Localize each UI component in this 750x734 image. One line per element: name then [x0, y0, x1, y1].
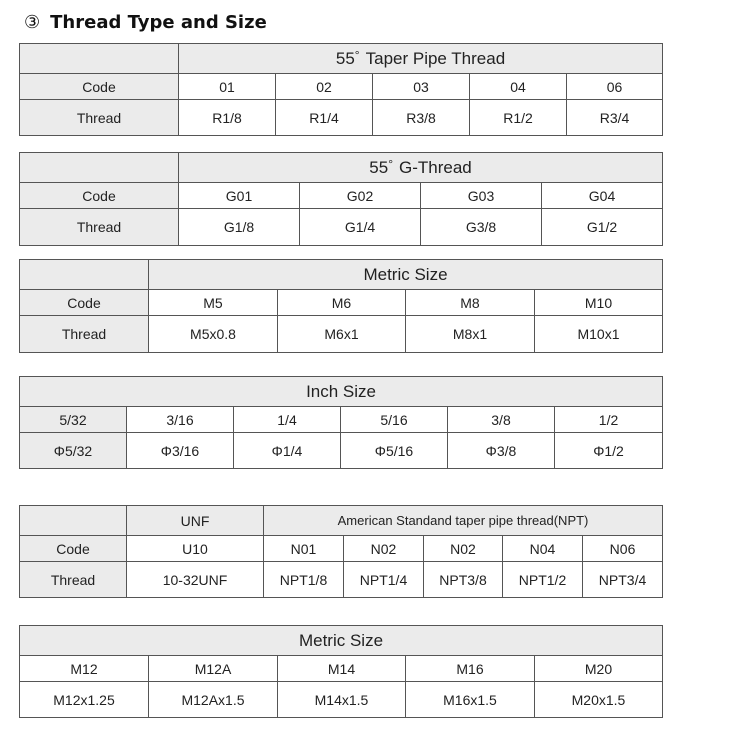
section-title-text: Thread Type and Size: [50, 11, 267, 33]
row-label-thread: Thread: [20, 316, 149, 353]
code-cell: N04: [503, 536, 583, 562]
thread-cell: NPT3/8: [424, 562, 503, 598]
row-label-code: Code: [20, 183, 179, 209]
code-cell: M12A: [149, 656, 278, 682]
degree-symbol: °: [388, 156, 394, 171]
degree-symbol: °: [354, 47, 360, 62]
thread-cell: M12Ax1.5: [149, 682, 278, 718]
metric-size-table: [19, 259, 663, 353]
diameter-cell: Φ3/16: [127, 433, 234, 469]
thread-cell: 10-32UNF: [127, 562, 264, 598]
thread-cell: M8x1: [406, 316, 535, 353]
thread-cell: M5x0.8: [149, 316, 278, 353]
npt-header: American Standand taper pipe thread(NPT): [264, 506, 663, 536]
code-cell: N01: [264, 536, 344, 562]
thread-cell: G1/4: [300, 209, 421, 246]
thread-cell: G1/2: [542, 209, 663, 246]
thread-cell: R1/2: [470, 100, 567, 136]
size-cell: 1/4: [234, 407, 341, 433]
code-cell: N06: [583, 536, 663, 562]
diameter-cell: Φ5/16: [341, 433, 448, 469]
thread-cell: M10x1: [535, 316, 663, 353]
thread-cell: M16x1.5: [406, 682, 535, 718]
section-title: [24, 8, 267, 36]
code-cell: U10: [127, 536, 264, 562]
thread-cell: G1/8: [179, 209, 300, 246]
diameter-cell: Φ1/4: [234, 433, 341, 469]
size-cell: 5/32: [20, 407, 127, 433]
size-cell: 3/8: [448, 407, 555, 433]
code-cell: G04: [542, 183, 663, 209]
diameter-cell: Φ5/32: [20, 433, 127, 469]
code-cell: N02: [344, 536, 424, 562]
thread-cell: G3/8: [421, 209, 542, 246]
table-header: Inch Size: [20, 377, 663, 407]
thread-cell: NPT1/4: [344, 562, 424, 598]
row-label-thread: Thread: [20, 209, 179, 246]
thread-cell: R1/8: [179, 100, 276, 136]
diameter-cell: Φ1/2: [555, 433, 663, 469]
code-cell: M16: [406, 656, 535, 682]
table-header: [179, 44, 663, 74]
code-cell: 06: [567, 74, 663, 100]
size-cell: 3/16: [127, 407, 234, 433]
code-cell: 02: [276, 74, 373, 100]
code-cell: 01: [179, 74, 276, 100]
code-cell: M10: [535, 290, 663, 316]
thread-cell: NPT3/4: [583, 562, 663, 598]
g-thread-table: [19, 152, 663, 246]
code-cell: M5: [149, 290, 278, 316]
table-header: Metric Size: [149, 260, 663, 290]
thread-cell: R1/4: [276, 100, 373, 136]
thread-cell: NPT1/8: [264, 562, 344, 598]
row-label-thread: Thread: [20, 100, 179, 136]
unf-header: UNF: [127, 506, 264, 536]
table-corner: [20, 44, 179, 74]
taper-pipe-thread-table: [19, 43, 663, 136]
code-cell: M6: [278, 290, 406, 316]
inch-size-table: [19, 376, 663, 469]
table-header: [179, 153, 663, 183]
header-text: G-Thread: [399, 157, 472, 177]
header-number: 55: [335, 48, 355, 68]
thread-cell: M20x1.5: [535, 682, 663, 718]
size-cell: 5/16: [341, 407, 448, 433]
section-number: ③: [24, 11, 41, 33]
thread-cell: R3/4: [567, 100, 663, 136]
code-cell: G03: [421, 183, 542, 209]
code-cell: G01: [179, 183, 300, 209]
row-label-code: Code: [20, 74, 179, 100]
code-cell: M12: [20, 656, 149, 682]
code-cell: G02: [300, 183, 421, 209]
table-corner: [20, 260, 149, 290]
thread-cell: M6x1: [278, 316, 406, 353]
code-cell: M20: [535, 656, 663, 682]
diameter-cell: Φ3/8: [448, 433, 555, 469]
code-cell: M8: [406, 290, 535, 316]
row-label-code: Code: [20, 290, 149, 316]
code-cell: 03: [373, 74, 470, 100]
metric-size-large-table: [19, 625, 663, 718]
header-number: 55: [369, 157, 389, 177]
thread-cell: M14x1.5: [278, 682, 406, 718]
size-cell: 1/2: [555, 407, 663, 433]
thread-cell: NPT1/2: [503, 562, 583, 598]
code-cell: N02: [424, 536, 503, 562]
table-corner: [20, 506, 127, 536]
thread-cell: M12x1.25: [20, 682, 149, 718]
code-cell: M14: [278, 656, 406, 682]
table-header: Metric Size: [20, 626, 663, 656]
thread-cell: R3/8: [373, 100, 470, 136]
unf-npt-table: [19, 505, 663, 598]
header-text: Taper Pipe Thread: [365, 48, 506, 68]
row-label-thread: Thread: [20, 562, 127, 598]
code-cell: 04: [470, 74, 567, 100]
row-label-code: Code: [20, 536, 127, 562]
table-corner: [20, 153, 179, 183]
